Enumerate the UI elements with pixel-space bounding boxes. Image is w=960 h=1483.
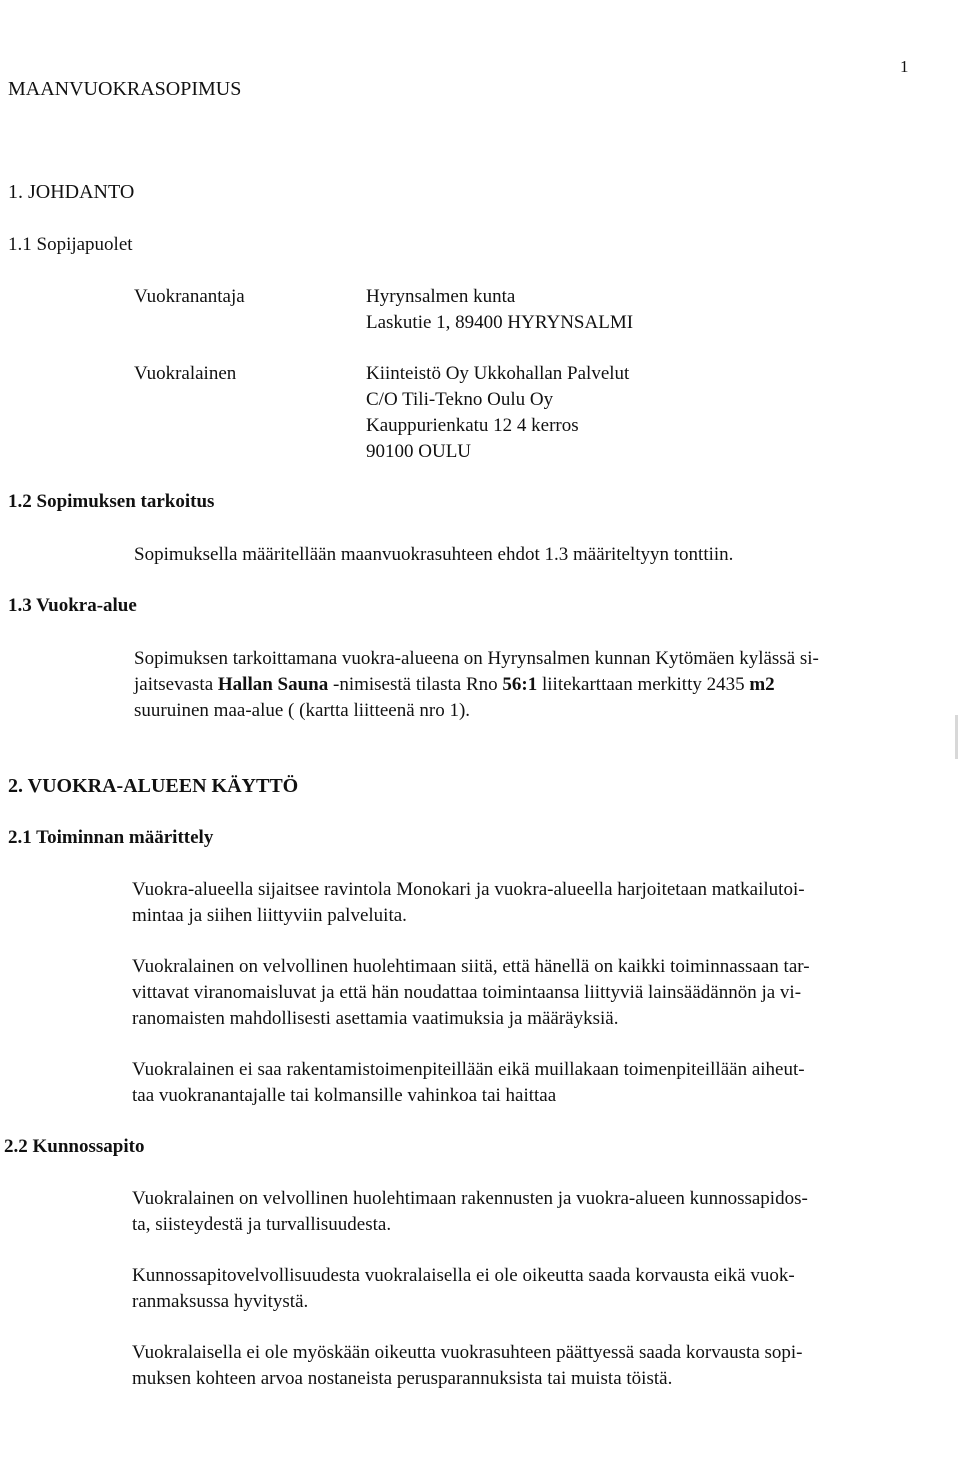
text-line: ranomaisten mahdollisesti asettamia vaatimuksia ja määräyksiä.: [132, 1008, 619, 1029]
tenant-line: C/O Tili-Tekno Oulu Oy: [366, 389, 554, 410]
tenant-label: Vuokralainen: [134, 363, 237, 384]
text-line: Kunnossapitovelvollisuudesta vuokralaisella ei ole oikeutta saada korvausta eikä vuok-: [132, 1265, 795, 1286]
text-line: Sopimuksen tarkoittamana vuokra-alueena on Hyrynsalmen kunnan Kytömäen kylässä si-: [134, 648, 819, 669]
text-line: [134, 672, 819, 698]
text-line: mintaa ja siihen liittyviin palveluita.: [132, 905, 407, 926]
text-line: suuruinen maa-alue ( (kartta liitteenä nro 1).: [134, 700, 471, 721]
text-run: jaitsevasta: [134, 674, 218, 695]
tenant-line: Kauppurienkatu 12 4 kerros: [366, 415, 579, 436]
section-1-2-heading: 1.2 Sopimuksen tarkoitus: [8, 491, 215, 512]
landlord-line: Laskutie 1, 89400 HYRYNSALMI: [366, 312, 634, 333]
section-2-2-heading: 2.2 Kunnossapito: [4, 1136, 145, 1157]
text-line: Vuokralainen on velvollinen huolehtimaan rakennusten ja vuokra-alueen kunnossapidos-: [132, 1188, 808, 1209]
text-line: Vuokralainen on velvollinen huolehtimaan siitä, että hänellä on kaikki toiminnassaan tar-: [132, 956, 810, 977]
text-line: ranmaksussa hyvitystä.: [132, 1291, 309, 1312]
landlord-line: Hyrynsalmen kunta: [366, 286, 516, 307]
text-line: Vuokra-alueella sijaitsee ravintola Monokari ja vuokra-alueella harjoitetaan matkailutoi-: [132, 879, 805, 900]
text-run: -nimisestä tilasta Rno: [328, 674, 503, 695]
section-2-1-paragraph-1: [132, 877, 805, 929]
text-line: vittavat viranomaisluvat ja että hän noudattaa toimintaansa liittyviä lainsäädännön ja vi-: [132, 982, 802, 1003]
text-line: Vuokralaisella ei ole myöskään oikeutta vuokrasuhteen päättyessä saada korvausta sopi-: [132, 1342, 803, 1363]
text-line: Vuokralainen ei saa rakentamistoimenpiteillään eikä muillakaan toimenpiteillään aiheut-: [132, 1059, 805, 1080]
tenant-line: 90100 OULU: [366, 441, 472, 462]
section-2-2-paragraph-2: [132, 1263, 795, 1315]
tenant-details: [366, 361, 629, 465]
document-title: MAANVUOKRASOPIMUS: [8, 78, 242, 100]
section-2-heading: 2. VUOKRA-ALUEEN KÄYTTÖ: [8, 775, 299, 797]
scan-edge-mark: [955, 715, 958, 759]
property-number: 56:1: [502, 674, 538, 695]
text-line: muksen kohteen arvoa nostaneista perusparannuksista tai muista töistä.: [132, 1368, 673, 1389]
area-unit: m2: [749, 674, 775, 695]
section-1-heading: 1. JOHDANTO: [8, 181, 135, 203]
text-run: liitekarttaan merkitty 2435: [537, 674, 750, 695]
text-line: ta, siisteydestä ja turvallisuudesta.: [132, 1214, 392, 1235]
text-line: taa vuokranantajalle tai kolmansille vahinkoa tai haittaa: [132, 1085, 557, 1106]
section-2-1-heading: 2.1 Toiminnan määrittely: [8, 827, 214, 848]
property-name: Hallan Sauna: [217, 674, 329, 695]
page-number: 1: [900, 57, 909, 76]
section-1-1-heading: 1.1 Sopijapuolet: [8, 234, 133, 255]
landlord-details: [366, 284, 633, 336]
tenant-line: Kiinteistö Oy Ukkohallan Palvelut: [366, 363, 630, 384]
section-2-1-paragraph-3: [132, 1057, 805, 1109]
landlord-label: Vuokranantaja: [134, 286, 245, 307]
section-1-2-text: Sopimuksella määritellään maanvuokrasuhteen ehdot 1.3 määriteltyyn tonttiin.: [134, 544, 734, 565]
section-1-3-paragraph: [134, 646, 819, 724]
section-1-3-heading: 1.3 Vuokra-alue: [8, 595, 137, 616]
section-2-2-paragraph-3: [132, 1340, 803, 1392]
section-2-2-paragraph-1: [132, 1186, 808, 1238]
section-2-1-paragraph-2: [132, 954, 810, 1032]
